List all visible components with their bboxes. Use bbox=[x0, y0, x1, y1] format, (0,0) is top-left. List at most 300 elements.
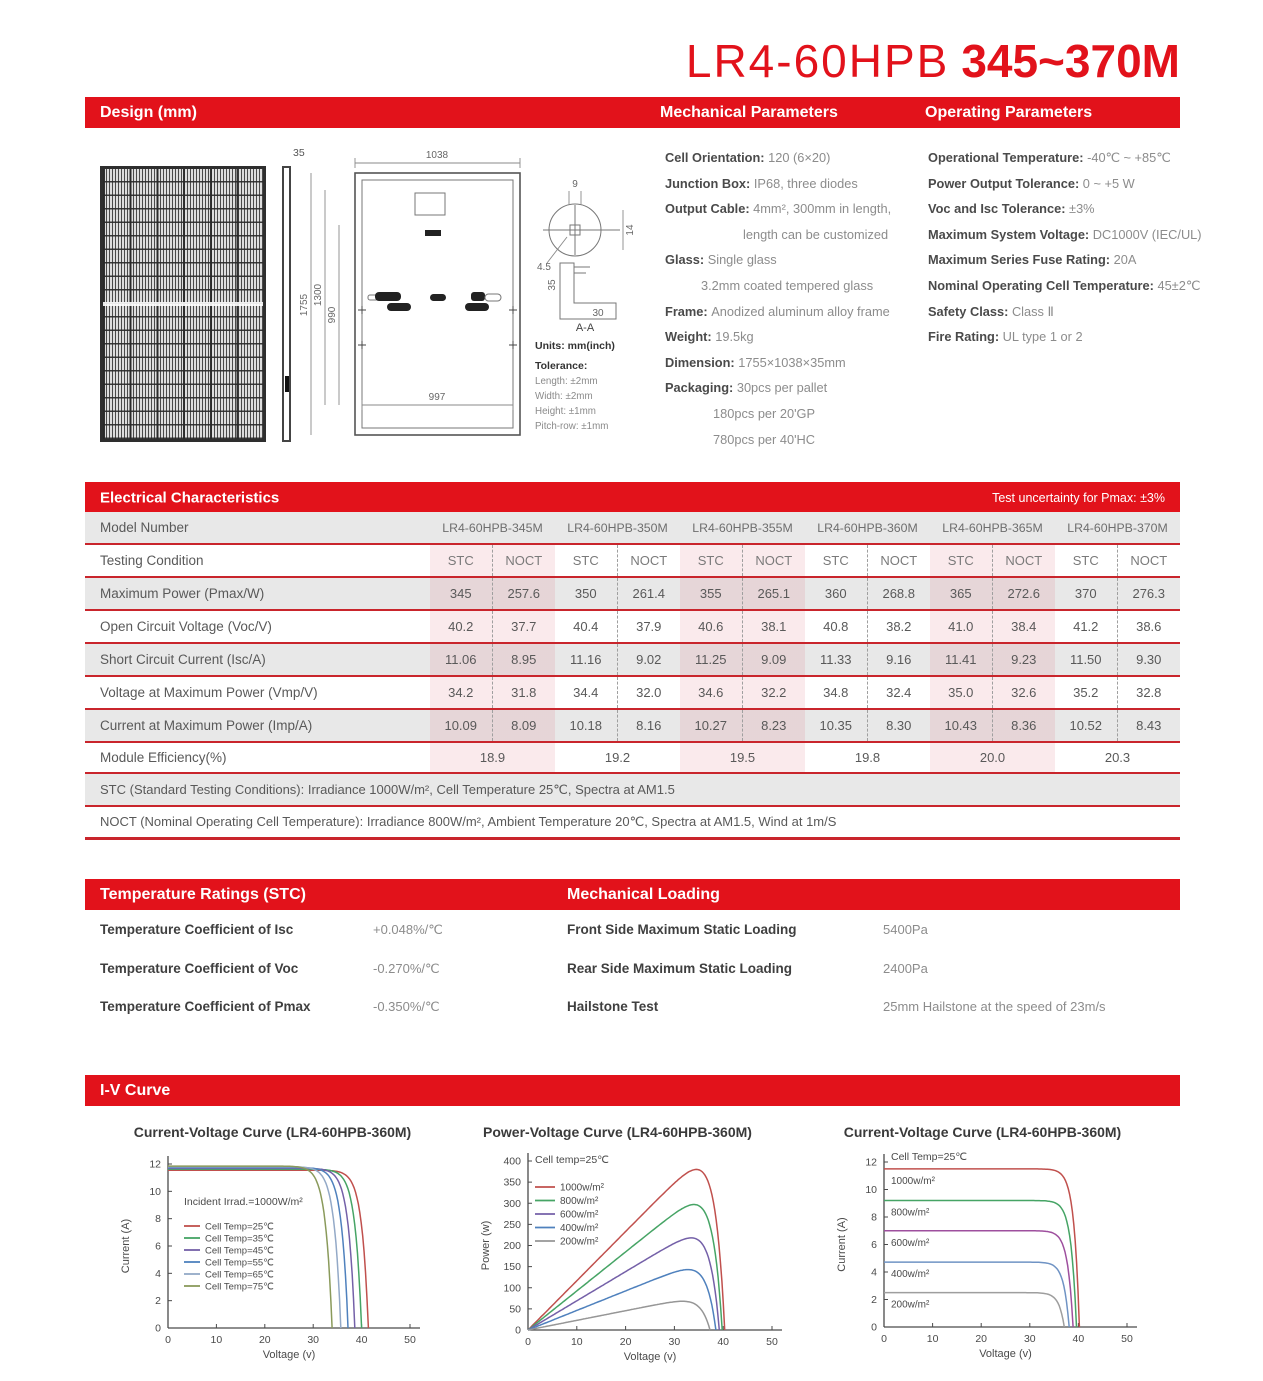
param-line bbox=[665, 380, 925, 406]
row-label: Voltage at Maximum Power (Vmp/V) bbox=[100, 685, 318, 700]
param-value: DC1000V (IEC/UL) bbox=[1092, 226, 1202, 242]
model-name: LR4-60HPB-360M bbox=[817, 520, 918, 535]
top-section-band bbox=[85, 97, 1180, 128]
param-label: Packaging: bbox=[665, 380, 737, 396]
x-tick-label: 50 bbox=[404, 1334, 416, 1346]
dim-hole-height: 14 bbox=[625, 224, 636, 236]
x-tick-label: 10 bbox=[926, 1333, 939, 1345]
temperature-ratings-rows bbox=[85, 922, 567, 1038]
spec-value: 5400Pa bbox=[883, 922, 928, 937]
condition-cell: STC bbox=[430, 545, 493, 576]
title-power-range: 345~370M bbox=[961, 35, 1180, 87]
value-cell: 261.4 bbox=[632, 586, 666, 601]
spec-row bbox=[85, 999, 567, 1038]
param-line bbox=[928, 252, 1188, 278]
model-name: LR4-60HPB-350M bbox=[567, 520, 668, 535]
condition-cell: STC bbox=[680, 545, 743, 576]
value-cell: 8.95 bbox=[493, 644, 556, 675]
param-line bbox=[665, 278, 925, 304]
efficiency-cell: 18.9 bbox=[430, 743, 555, 772]
junction-box-side-mark bbox=[285, 376, 289, 392]
value-cell: 40.2 bbox=[430, 611, 493, 642]
y-tick-label: 100 bbox=[503, 1282, 521, 1295]
param-value: Anodized aluminum alloy frame bbox=[711, 303, 890, 319]
y-tick-label: 250 bbox=[503, 1218, 521, 1231]
param-label: Voc and Isc Tolerance: bbox=[928, 201, 1070, 217]
spec-value: -0.270%/℃ bbox=[373, 960, 440, 976]
efficiency-cell: 20.0 bbox=[930, 743, 1055, 772]
y-tick-label: 4 bbox=[155, 1267, 161, 1280]
param-value: length can be customized bbox=[743, 226, 889, 242]
value-cell: 38.4 bbox=[993, 611, 1056, 642]
x-tick-label: 40 bbox=[1072, 1333, 1085, 1345]
units-label: Units: mm(inch) bbox=[535, 340, 615, 352]
value-cell: 34.6 bbox=[680, 677, 743, 708]
spec-row bbox=[567, 961, 1180, 1000]
param-label: Operational Temperature: bbox=[928, 150, 1088, 165]
param-value: 20A bbox=[1113, 252, 1137, 268]
x-tick-label: 0 bbox=[165, 1334, 171, 1346]
condition-cell: STC bbox=[805, 545, 868, 576]
param-line bbox=[665, 304, 925, 330]
value-cell: 8.36 bbox=[993, 710, 1056, 741]
table-row-note bbox=[85, 807, 1180, 840]
row-label: Maximum Power (Pmax/W) bbox=[100, 586, 265, 601]
module-side-view-drawing bbox=[282, 166, 291, 442]
chart-annotation: Cell temp=25℃ bbox=[535, 1154, 609, 1166]
pv-irradiance-chart bbox=[465, 1140, 810, 1368]
legend-label: 200w/m² bbox=[560, 1236, 599, 1248]
param-value: 4mm², 300mm in length, bbox=[753, 201, 892, 217]
pmax-uncertainty-note: Test uncertainty for Pmax: ±3% bbox=[992, 490, 1165, 505]
value-cell: 350 bbox=[555, 578, 618, 609]
value-cell: 35.2 bbox=[1055, 677, 1118, 708]
legend-label: Cell Temp=45℃ bbox=[205, 1245, 274, 1257]
y-tick-label: 0 bbox=[155, 1322, 161, 1335]
param-value: 19.5kg bbox=[715, 329, 754, 345]
series-label: 200w/m² bbox=[891, 1299, 930, 1311]
value-cell: 10.43 bbox=[930, 710, 993, 741]
param-line bbox=[928, 201, 1188, 227]
spec-value: +0.048%/℃ bbox=[373, 922, 443, 937]
half-cell-gap bbox=[103, 302, 263, 306]
dim-frame-thickness: 35 bbox=[293, 147, 305, 159]
value-cell: 11.25 bbox=[680, 644, 743, 675]
value-cell: 355 bbox=[680, 578, 743, 609]
param-line bbox=[665, 150, 925, 176]
footnote: NOCT (Nominal Operating Cell Temperature): Irradiance 800W/m², Ambient Temperature 20℃, Spectra at AM1.5, Wind at 1m/S bbox=[100, 814, 837, 829]
value-cell: 31.8 bbox=[493, 677, 556, 708]
x-axis-label: Voltage (v) bbox=[623, 1351, 677, 1363]
junction-box bbox=[415, 193, 445, 215]
condition-cell: NOCT bbox=[493, 545, 556, 576]
value-cell: 40.4 bbox=[555, 611, 618, 642]
chart1-title: Current-Voltage Curve (LR4-60HPB-360M) bbox=[133, 1124, 412, 1140]
value-cell: 9.02 bbox=[636, 652, 662, 667]
temperature-section-title: Temperature Ratings (STC) bbox=[100, 885, 306, 903]
value-cell: 32.4 bbox=[886, 685, 912, 700]
dim-panel-width: 1038 bbox=[425, 150, 449, 161]
dim-mount-span-long: 1300 bbox=[313, 283, 324, 307]
y-axis-label: Current (A) bbox=[836, 1217, 848, 1272]
frame-section-drawing bbox=[530, 255, 640, 337]
y-tick-label: 350 bbox=[503, 1176, 521, 1189]
table-row bbox=[85, 710, 1180, 743]
tolerance-line: Length: ±2mm bbox=[535, 376, 598, 387]
y-tick-label: 6 bbox=[871, 1239, 877, 1251]
mounting-hole-marks bbox=[358, 306, 517, 349]
series-label: 600w/m² bbox=[891, 1237, 930, 1249]
param-label: Fire Rating: bbox=[928, 329, 1003, 345]
loading-section-title: Mechanical Loading bbox=[567, 885, 720, 903]
param-label: Glass: bbox=[665, 252, 708, 268]
value-cell: 41.0 bbox=[930, 611, 993, 642]
x-tick-label: 20 bbox=[975, 1333, 988, 1345]
iv-temperature-chart bbox=[100, 1145, 445, 1365]
electrical-section-band bbox=[85, 482, 1180, 513]
value-cell: 37.9 bbox=[636, 619, 662, 634]
table-row bbox=[85, 677, 1180, 710]
param-value: 3.2mm coated tempered glass bbox=[701, 277, 874, 293]
param-value: 780pcs per 40'HC bbox=[713, 431, 816, 447]
param-line bbox=[928, 304, 1188, 330]
param-line bbox=[665, 355, 925, 381]
row-label: Open Circuit Voltage (Voc/V) bbox=[100, 619, 272, 634]
value-cell: 265.1 bbox=[743, 578, 806, 609]
y-tick-label: 50 bbox=[509, 1303, 521, 1316]
value-cell: 37.7 bbox=[493, 611, 556, 642]
series-label: 1000w/m² bbox=[891, 1175, 935, 1187]
value-cell: 38.2 bbox=[886, 619, 912, 634]
value-cell: 10.09 bbox=[430, 710, 493, 741]
value-cell: 365 bbox=[930, 578, 993, 609]
model-name: LR4-60HPB-355M bbox=[692, 520, 793, 535]
param-line bbox=[928, 277, 1201, 304]
temperature-loading-band bbox=[85, 879, 1180, 910]
condition-cell: STC bbox=[555, 545, 618, 576]
y-tick-label: 150 bbox=[503, 1261, 521, 1274]
value-cell: 32.8 bbox=[1136, 685, 1162, 700]
y-tick-label: 8 bbox=[155, 1213, 161, 1226]
y-axis-label: Current (A) bbox=[120, 1218, 132, 1274]
value-cell: 11.16 bbox=[555, 644, 618, 675]
electrical-characteristics-table bbox=[85, 512, 1180, 840]
spec-label: Temperature Coefficient of Pmax bbox=[100, 999, 311, 1014]
table-row bbox=[85, 578, 1180, 611]
value-cell: 34.4 bbox=[555, 677, 618, 708]
x-tick-label: 40 bbox=[717, 1336, 730, 1348]
y-tick-label: 12 bbox=[865, 1156, 877, 1169]
value-cell: 11.41 bbox=[930, 644, 993, 675]
spec-row bbox=[567, 999, 1180, 1038]
y-axis-label: Power (w) bbox=[480, 1220, 492, 1271]
row-label: Testing Condition bbox=[100, 553, 204, 568]
dim-hole-width: 9 bbox=[572, 179, 578, 190]
x-axis-label: Voltage (v) bbox=[262, 1349, 316, 1361]
value-cell: 276.3 bbox=[1132, 586, 1166, 601]
param-label: Maximum Series Fuse Rating: bbox=[928, 252, 1114, 268]
y-tick-label: 2 bbox=[155, 1295, 161, 1308]
curve bbox=[528, 1270, 716, 1330]
chart-annotation: Cell Temp=25℃ bbox=[891, 1151, 968, 1163]
dim-hole-slot: 4.5 bbox=[537, 262, 551, 273]
param-value: Single glass bbox=[707, 252, 777, 268]
table-row-model bbox=[85, 512, 1180, 545]
y-tick-label: 0 bbox=[515, 1324, 521, 1337]
dim-panel-length: 1755 bbox=[299, 293, 310, 317]
condition-cell: NOCT bbox=[630, 553, 668, 568]
value-cell: 32.0 bbox=[636, 685, 662, 700]
value-cell: 10.18 bbox=[555, 710, 618, 741]
value-cell: 8.30 bbox=[886, 718, 912, 733]
param-value: ±3% bbox=[1069, 201, 1095, 217]
y-tick-label: 300 bbox=[503, 1197, 521, 1210]
curve bbox=[528, 1238, 719, 1330]
param-line bbox=[665, 406, 925, 432]
value-cell: 11.06 bbox=[430, 644, 493, 675]
param-value: Class Ⅱ bbox=[1011, 303, 1054, 319]
mechanical-loading-rows bbox=[567, 922, 1180, 1038]
condition-cell: STC bbox=[1055, 545, 1118, 576]
legend-label: 400w/m² bbox=[560, 1223, 599, 1234]
value-cell: 34.8 bbox=[805, 677, 868, 708]
value-cell: 360 bbox=[805, 578, 868, 609]
legend-label: 800w/m² bbox=[560, 1196, 599, 1207]
series-label: 800w/m² bbox=[891, 1207, 930, 1219]
series-label: 400w/m² bbox=[891, 1269, 930, 1281]
efficiency-cell: 19.2 bbox=[604, 750, 631, 765]
tolerance-line: Pitch-row: ±1mm bbox=[535, 421, 609, 432]
param-value: IP68, three diodes bbox=[753, 175, 858, 191]
spec-label: Rear Side Maximum Static Loading bbox=[567, 960, 793, 976]
tolerance-title: Tolerance: bbox=[535, 360, 588, 372]
x-tick-label: 30 bbox=[1023, 1333, 1036, 1345]
dim-mount-span: 990 bbox=[327, 306, 338, 324]
param-label: Dimension: bbox=[665, 354, 739, 370]
electrical-section-title: Electrical Characteristics bbox=[100, 489, 280, 506]
y-tick-label: 10 bbox=[865, 1184, 877, 1196]
value-cell: 10.35 bbox=[805, 710, 868, 741]
value-cell: 32.6 bbox=[993, 677, 1056, 708]
row-label: Model Number bbox=[100, 520, 189, 535]
y-tick-label: 2 bbox=[871, 1294, 877, 1306]
param-label: Cell Orientation: bbox=[665, 150, 769, 165]
value-cell: 9.09 bbox=[743, 644, 806, 675]
page-title bbox=[686, 36, 1180, 87]
chart2-title: Power-Voltage Curve (LR4-60HPB-360M) bbox=[483, 1124, 752, 1140]
y-tick-label: 4 bbox=[871, 1266, 877, 1279]
value-cell: 257.6 bbox=[493, 578, 556, 609]
legend-label: 1000w/m² bbox=[560, 1182, 604, 1194]
value-cell: 9.30 bbox=[1136, 652, 1162, 667]
value-cell: 40.8 bbox=[805, 611, 868, 642]
efficiency-cell: 20.3 bbox=[1104, 750, 1131, 765]
condition-cell: NOCT bbox=[743, 545, 806, 576]
y-tick-label: 10 bbox=[149, 1185, 161, 1198]
title-model: LR4-60HPB bbox=[685, 35, 950, 87]
table-row bbox=[85, 644, 1180, 677]
chart-annotation: Incident Irrad.=1000W/m² bbox=[184, 1196, 303, 1208]
spec-label: Hailstone Test bbox=[567, 999, 659, 1014]
value-cell: 9.16 bbox=[886, 652, 912, 667]
module-front-view-drawing bbox=[100, 166, 266, 442]
iv-section-title: I-V Curve bbox=[100, 1081, 171, 1099]
dim-section-height: 35 bbox=[547, 279, 558, 291]
value-cell: 272.6 bbox=[993, 578, 1056, 609]
param-label: Maximum System Voltage: bbox=[928, 226, 1093, 242]
efficiency-cell: 19.8 bbox=[854, 750, 881, 765]
output-cable-connectors bbox=[368, 292, 501, 311]
value-cell: 41.2 bbox=[1055, 611, 1118, 642]
value-cell: 9.23 bbox=[993, 644, 1056, 675]
units-tolerance-block bbox=[535, 340, 645, 434]
x-tick-label: 10 bbox=[570, 1336, 583, 1348]
curve bbox=[528, 1301, 710, 1330]
param-value: UL type 1 or 2 bbox=[1002, 329, 1083, 345]
iv-irradiance-chart bbox=[825, 1140, 1170, 1360]
x-tick-label: 20 bbox=[258, 1334, 271, 1346]
y-tick-label: 400 bbox=[503, 1155, 521, 1168]
param-line bbox=[928, 329, 1188, 355]
tolerance-line: Height: ±1mm bbox=[535, 406, 596, 417]
value-cell: 8.23 bbox=[743, 710, 806, 741]
condition-cell: STC bbox=[930, 545, 993, 576]
operating-section-title: Operating Parameters bbox=[925, 103, 1093, 121]
legend-label: Cell Temp=75℃ bbox=[205, 1281, 274, 1293]
condition-cell: NOCT bbox=[993, 545, 1056, 576]
value-cell: 345 bbox=[430, 578, 493, 609]
param-value: 45±2℃ bbox=[1157, 277, 1201, 293]
x-tick-label: 10 bbox=[210, 1334, 223, 1346]
legend-label: 600w/m² bbox=[560, 1209, 599, 1221]
value-cell: 268.8 bbox=[882, 586, 916, 601]
param-line bbox=[665, 176, 925, 202]
value-cell: 11.33 bbox=[805, 644, 868, 675]
param-value: -40℃ ~ +85℃ bbox=[1087, 150, 1171, 165]
spec-label: Temperature Coefficient of Voc bbox=[100, 960, 299, 976]
legend-label: Cell Temp=25℃ bbox=[205, 1221, 274, 1233]
spec-label: Temperature Coefficient of Isc bbox=[100, 922, 294, 937]
spec-label: Front Side Maximum Static Loading bbox=[567, 922, 797, 937]
model-name: LR4-60HPB-365M bbox=[942, 520, 1043, 535]
value-cell: 370 bbox=[1055, 578, 1118, 609]
param-value: 1755×1038×35mm bbox=[738, 354, 846, 370]
table-row-note bbox=[85, 774, 1180, 807]
param-label: Frame: bbox=[665, 303, 712, 319]
value-cell: 10.52 bbox=[1055, 710, 1118, 741]
mechanical-parameters-list bbox=[665, 150, 925, 457]
efficiency-cell: 19.5 bbox=[680, 743, 805, 772]
value-cell: 40.6 bbox=[680, 611, 743, 642]
row-label: Short Circuit Current (Isc/A) bbox=[100, 652, 266, 667]
label-mark bbox=[425, 230, 441, 236]
section-label: A-A bbox=[575, 322, 595, 334]
table-row-efficiency bbox=[85, 743, 1180, 774]
param-line bbox=[928, 226, 1202, 253]
x-tick-label: 40 bbox=[355, 1334, 368, 1346]
param-value: 30pcs per pallet bbox=[736, 380, 828, 396]
spec-value: 25mm Hailstone at the speed of 23m/s bbox=[883, 999, 1106, 1014]
tolerance-line: Width: ±2mm bbox=[535, 391, 593, 402]
param-label: Weight: bbox=[665, 329, 716, 345]
row-label: Module Efficiency(%) bbox=[100, 750, 227, 765]
y-tick-label: 12 bbox=[149, 1158, 161, 1171]
value-cell: 8.16 bbox=[636, 718, 662, 733]
param-line bbox=[665, 432, 925, 458]
value-cell: 35.0 bbox=[930, 677, 993, 708]
x-tick-label: 0 bbox=[881, 1333, 887, 1345]
chart3-title: Current-Voltage Curve (LR4-60HPB-360M) bbox=[843, 1124, 1122, 1140]
table-row bbox=[85, 611, 1180, 644]
y-tick-label: 0 bbox=[871, 1321, 877, 1334]
y-tick-label: 200 bbox=[503, 1240, 521, 1252]
table-row-testing bbox=[85, 545, 1180, 578]
value-cell: 32.2 bbox=[743, 677, 806, 708]
param-value: 0 ~ +5 W bbox=[1082, 175, 1135, 191]
value-cell: 38.1 bbox=[743, 611, 806, 642]
param-label: Power Output Tolerance: bbox=[928, 175, 1083, 191]
legend-label: Cell Temp=65℃ bbox=[205, 1269, 274, 1281]
footnote: STC (Standard Testing Conditions): Irradiance 1000W/m², Cell Temperature 25℃, Spectra at AM1.5 bbox=[100, 781, 675, 797]
legend-label: Cell Temp=35℃ bbox=[205, 1233, 274, 1245]
value-cell: 38.6 bbox=[1136, 619, 1162, 634]
condition-cell: NOCT bbox=[1130, 553, 1168, 568]
y-tick-label: 6 bbox=[155, 1240, 161, 1253]
model-name: LR4-60HPB-345M bbox=[442, 520, 543, 535]
dim-back-width: 997 bbox=[428, 392, 446, 403]
row-label: Current at Maximum Power (Imp/A) bbox=[100, 718, 313, 733]
param-line bbox=[665, 201, 925, 227]
value-cell: 34.2 bbox=[430, 677, 493, 708]
x-tick-label: 30 bbox=[307, 1334, 320, 1346]
param-value: 180pcs per 20'GP bbox=[713, 405, 816, 421]
iv-curve-band bbox=[85, 1075, 1180, 1106]
param-label: Nominal Operating Cell Temperature: bbox=[928, 277, 1158, 293]
param-line bbox=[928, 176, 1188, 202]
param-line bbox=[665, 252, 925, 278]
condition-cell: NOCT bbox=[880, 553, 918, 568]
value-cell: 11.50 bbox=[1055, 644, 1118, 675]
param-label: Output Cable: bbox=[665, 201, 754, 217]
param-label: Safety Class: bbox=[928, 303, 1012, 319]
y-tick-label: 8 bbox=[871, 1211, 877, 1224]
legend-label: Cell Temp=55℃ bbox=[205, 1257, 274, 1269]
value-cell: 8.09 bbox=[493, 710, 556, 741]
x-tick-label: 0 bbox=[525, 1336, 531, 1348]
param-line bbox=[928, 150, 1188, 176]
x-tick-label: 30 bbox=[668, 1336, 681, 1348]
param-value: 120 (6×20) bbox=[768, 150, 831, 165]
param-line bbox=[665, 227, 925, 253]
value-cell: 8.43 bbox=[1136, 718, 1162, 733]
spec-value: 2400Pa bbox=[883, 960, 928, 976]
spec-row bbox=[567, 922, 1180, 961]
mechanical-section-title: Mechanical Parameters bbox=[660, 103, 838, 121]
spec-row bbox=[85, 961, 567, 1000]
param-line bbox=[665, 329, 925, 355]
x-tick-label: 20 bbox=[619, 1336, 632, 1348]
model-name: LR4-60HPB-370M bbox=[1067, 520, 1168, 535]
x-tick-label: 50 bbox=[1121, 1333, 1133, 1345]
spec-row bbox=[85, 922, 567, 961]
value-cell: 10.27 bbox=[680, 710, 743, 741]
design-section-title: Design (mm) bbox=[100, 103, 197, 121]
spec-value: -0.350%/℃ bbox=[373, 999, 440, 1014]
param-label: Junction Box: bbox=[665, 175, 754, 191]
x-axis-label: Voltage (v) bbox=[979, 1348, 1032, 1360]
x-tick-label: 50 bbox=[766, 1336, 778, 1348]
dim-section-width: 30 bbox=[592, 308, 604, 319]
